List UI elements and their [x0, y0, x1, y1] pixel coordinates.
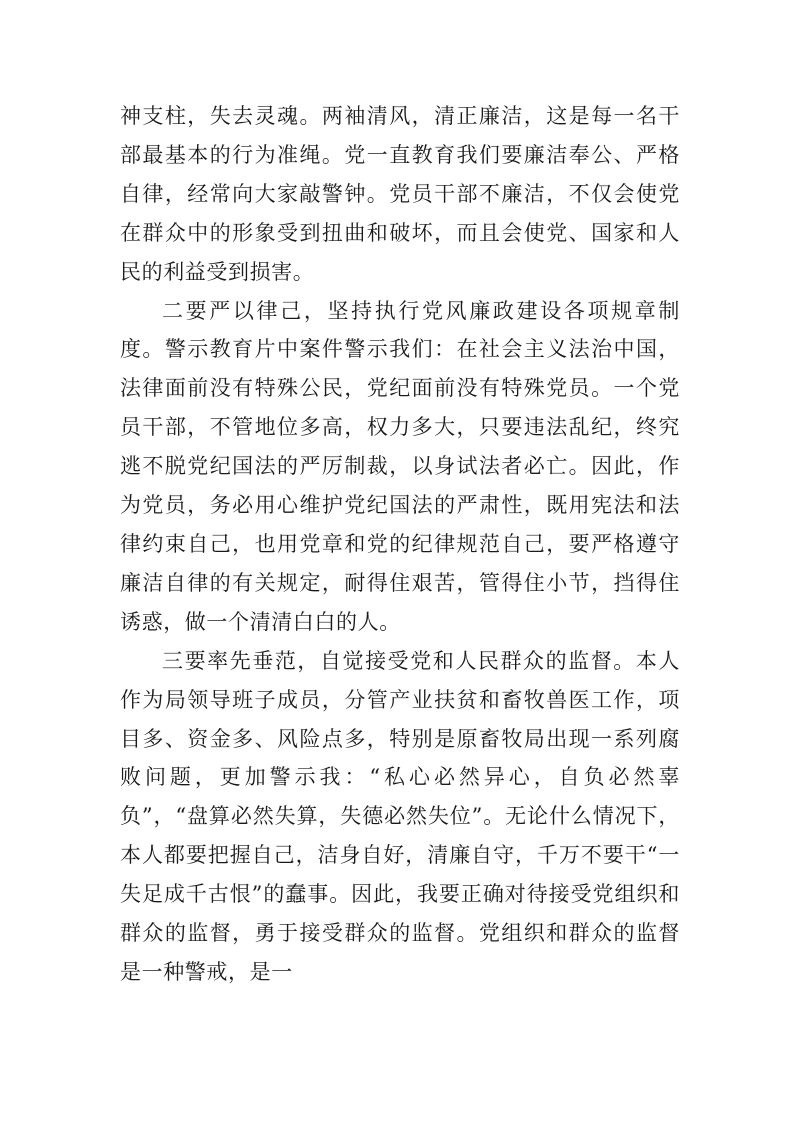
paragraph-continuation: 神支柱，失去灵魂。两袖清风，清正廉洁，这是每一名干部最基本的行为准绳。党一直教育我们要廉洁奉公、严格自律，经常向大家敲警钟。党员干部不廉洁，不仅会使党在群众中的形象受到扭曲和破坏，而且会使党、国家和人民的利益受到损害。: [120, 104, 680, 284]
document-body: [120, 97, 680, 992]
paragraph-self-discipline: 二要严以律己，坚持执行党风廉政建设各项规章制度。警示教育片中案件警示我们：在社会主义法治中国，法律面前没有特殊公民，党纪面前没有特殊党员。一个党员干部，不管地位多高，权力多大，只要违法乱纪，终究逃不脱党纪国法的严厉制裁，以身试法者必亡。因此，作为党员，务必用心维护党纪国法的严肃性，既用宪法和法律约束自己，也用党章和党的纪律规范自己，要严格遵守廉洁自律的有关规定，耐得住艰苦，管得住小节，挡得住诱惑，做一个清清白白的人。: [120, 298, 680, 634]
paragraph-supervision: 三要率先垂范，自觉接受党和人民群众的监督。本人作为局领导班子成员，分管产业扶贫和畜牧兽医工作，项目多、资金多、风险点多，特别是原畜牧局出现一系列腐败问题，更加警示我：“私心必然异心，自负必然辜负”，“盘算必然失算，失德必然失位”。无论什么情况下，本人都要把握自己，洁身自好，清廉自守，千万不要干“一失足成千古恨”的蠢事。因此，我要正确对待接受党组织和群众的监督，勇于接受群众的监督。党组织和群众的监督是一种警戒，是一: [120, 648, 680, 984]
